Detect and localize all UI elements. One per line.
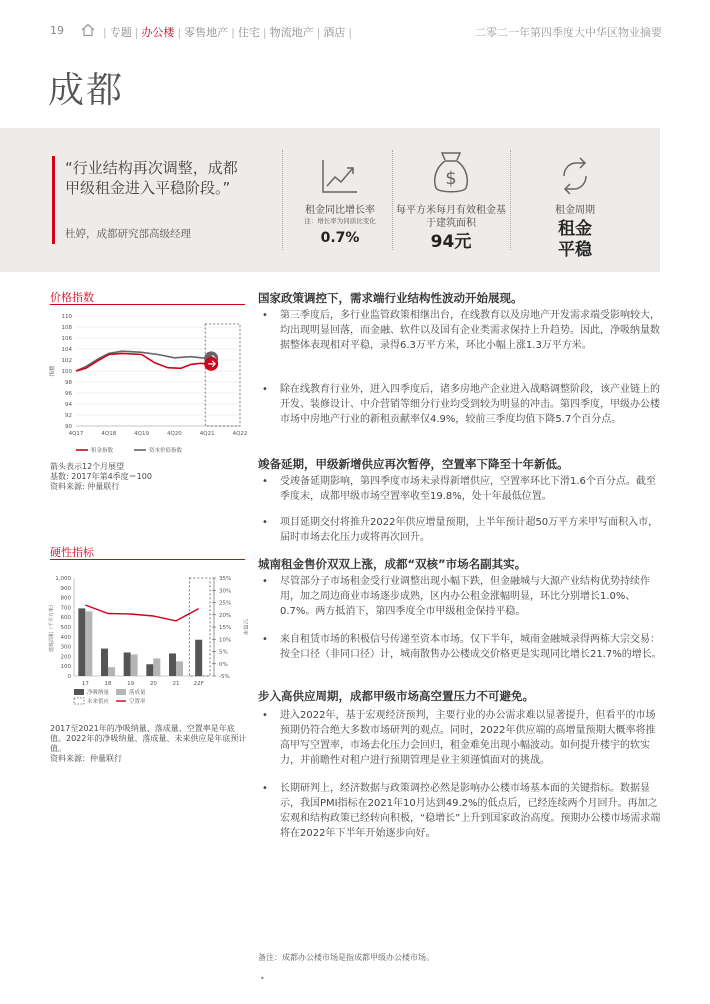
bullet: • xyxy=(262,576,268,587)
stat-value: 租金平稳 xyxy=(558,219,592,260)
stat-rent-cycle xyxy=(520,148,630,261)
divider xyxy=(50,559,245,560)
y-tick-label: 20% xyxy=(219,612,232,619)
y-tick-label: 100 xyxy=(61,369,72,375)
stat-note: 注：增长率为同质比变化 xyxy=(304,217,376,225)
paragraph: 除在线教育行业外，进入四季度后，诸多房地产企业进入战略调整阶段，该产业链上的开发、装修设计、中介营销等细分行业均受到较为明显的冲击。第四季度，甲级办公楼市场中房地产行业的新租贡献率仅4.9%，较前三季度均值下降5.7个百分点。 xyxy=(280,384,660,425)
bar xyxy=(146,664,153,676)
section-nav: | 专题 | 办公楼 | 零售地产 | 住宅 | 物流地产 | 酒店 | xyxy=(103,26,353,39)
y-tick-label: 800 xyxy=(60,595,71,602)
divider xyxy=(50,304,245,305)
bar xyxy=(195,640,202,676)
bullet: • xyxy=(262,783,268,794)
quote-accent-bar xyxy=(52,156,55,244)
y-tick-label: 25% xyxy=(219,600,232,607)
caption-line: 基数: 2017年第4季度＝100 xyxy=(50,472,152,481)
divider xyxy=(510,150,511,250)
legend-label: 资本价值指数 xyxy=(149,448,183,454)
report-title: 二零二一年第四季度大中华区物业摘要 xyxy=(475,26,662,39)
bullet: • xyxy=(262,710,268,721)
stat-value: 94元 xyxy=(430,232,472,252)
y-axis-label-right: 空置率 xyxy=(242,618,248,636)
home-icon[interactable] xyxy=(80,22,96,38)
legend-swatch xyxy=(74,689,84,695)
stat-label: 租金同比增长率 xyxy=(305,205,375,216)
end-mark: • xyxy=(260,974,265,983)
bar xyxy=(78,608,85,676)
y-tick-label: 110 xyxy=(61,314,72,320)
section-heading: 竣备延期，甲级新增供应再次暂停，空置率下降至十年新低。 xyxy=(258,457,569,471)
cycle-arrows-icon xyxy=(556,156,594,196)
page-title: 成都 xyxy=(48,70,125,111)
bar xyxy=(101,649,108,676)
y-tick-label: 94 xyxy=(65,402,72,408)
paragraph: 进入2022年，基于宏观经济预判，主要行业的办公需求难以显著提升，但看平的市场预期仍符合绝大多数市场研判的观点。同时，2022年供应端的高增量预期大概率将推高甲写空置率，市场去化压力会回归，租金难免出现小幅波动。如何提升楼宇的软实力，并前瞻性对租户进行预期管理是业主须谨慎面对的挑战。 xyxy=(280,710,656,766)
section-heading: 步入高供应周期，成都甲级市场高空置压力不可避免。 xyxy=(258,689,534,703)
bar xyxy=(176,661,183,676)
bar xyxy=(169,653,176,676)
fundamentals-chart xyxy=(48,570,248,720)
bullet: • xyxy=(262,476,268,487)
page-header xyxy=(0,22,710,42)
y-tick-label: 96 xyxy=(65,391,72,397)
pull-quote: “行业结构再次调整，成都甲级租金进入平稳阶段。” xyxy=(65,159,238,197)
bar xyxy=(108,667,115,676)
vacancy-line xyxy=(85,605,198,621)
x-tick-label: 4Q22 xyxy=(232,431,248,437)
x-tick-label: 21 xyxy=(172,681,180,687)
bar xyxy=(131,654,138,676)
y-tick-label: 300 xyxy=(60,644,71,651)
x-tick-label: 20 xyxy=(149,681,157,687)
x-tick-label: 22F xyxy=(193,681,204,687)
x-tick-label: 19 xyxy=(127,681,135,687)
caption-line: 箭头表示12个月展望 xyxy=(50,462,125,471)
y-tick-label: 90 xyxy=(65,424,72,430)
stat-rent-growth xyxy=(285,148,395,246)
caption-line: 2017至2021年的净吸纳量、落成量、空置率是年底值。2022年的净吸纳量、落成量、未来供应是年底预计值。 xyxy=(50,724,247,753)
legend-label: 未来供应 xyxy=(87,699,110,705)
series-line xyxy=(76,353,207,371)
legend-swatch xyxy=(74,698,84,704)
legend-label: 落成量 xyxy=(129,690,146,696)
x-tick-label: 17 xyxy=(81,681,89,687)
y-tick-label: 10% xyxy=(219,637,232,644)
y-tick-label: 0% xyxy=(219,661,228,668)
nav-item-retail[interactable]: 零售地产 xyxy=(184,26,229,39)
y-axis-label: 指数 xyxy=(50,365,56,377)
y-tick-label: 102 xyxy=(61,358,72,364)
y-tick-label: 5% xyxy=(219,649,228,656)
y-tick-label: 15% xyxy=(219,625,232,631)
paragraph: 长期研判上，经济数据与政策调控必然是影响办公楼市场基本面的关键指标。数据显示，我国PMI指标在2021年10月达到49.2%的低点后，已经连续两个月回升。再加之宏观和结构政策已经转向积极，“稳增长”上升到国家政治高度。预期办公楼市场需求端将在2022年下半年开始逐步向好。 xyxy=(280,783,661,839)
y-tick-label: -5% xyxy=(219,674,230,680)
x-tick-label: 4Q18 xyxy=(101,431,117,437)
x-tick-label: 4Q19 xyxy=(134,431,150,437)
y-tick-label: 106 xyxy=(61,336,72,342)
chart-title-price-index: 价格指数 xyxy=(50,291,94,304)
footnote: 备注：成都办公楼市场是指成都甲级办公楼市场。 xyxy=(258,953,434,962)
y-tick-label: 92 xyxy=(65,413,72,419)
nav-item-office[interactable]: 办公楼 xyxy=(141,26,175,39)
stat-label: 每平方米每月有效租金基于建筑面积 xyxy=(396,205,506,229)
bar xyxy=(124,652,131,676)
stat-effective-rent xyxy=(396,148,506,253)
bullet: • xyxy=(262,517,268,528)
y-axis-label: 建筑面积（千平方米） xyxy=(49,601,55,653)
y-tick-label: 900 xyxy=(60,585,71,592)
caption-line: 资料来源: 仲量联行 xyxy=(50,482,120,491)
y-tick-label: 600 xyxy=(60,615,71,622)
paragraph: 第三季度后，多行业监管政策相继出台，在线教育以及房地产开发需求端受影响较大，均出现明显回落，而金融、软件以及国有企业类需求保持上升趋势。因此，净吸纳量数据整体表现相对平稳，录得6.3万平方米，环比小幅上涨1.3万平方米。 xyxy=(280,310,660,351)
svg-text:$: $ xyxy=(445,168,457,189)
chart-title-fundamentals: 硬性指标 xyxy=(50,546,94,559)
paragraph: 来自租赁市场的积极信号传递至资本市场。仅下半年，城南金融城录得两栋大宗交易：按全口径（非同口径）计，城南散售办公楼成交价格更是实现同比增长21.7%的增长。 xyxy=(280,634,662,660)
y-tick-label: 500 xyxy=(60,625,71,631)
y-tick-label: 104 xyxy=(61,347,72,353)
quote-author: 杜婷，成都研究部高级经理 xyxy=(65,228,191,240)
y-tick-label: 30% xyxy=(219,588,232,595)
y-tick-label: 1,000 xyxy=(55,576,71,582)
nav-item-residential[interactable]: 住宅 xyxy=(237,26,260,39)
y-tick-label: 700 xyxy=(60,605,71,612)
x-tick-label: 18 xyxy=(104,681,112,687)
fundamentals-caption xyxy=(50,724,250,764)
legend-label: 租金指数 xyxy=(91,448,114,454)
paragraph: 项目延期交付将推升2022年供应增量预期，上半年预计超50万平方米甲写面积入市，届时市场去化压力或将再次回升。 xyxy=(280,517,659,543)
bar xyxy=(85,611,92,676)
price-index-caption xyxy=(50,462,250,492)
y-tick-label: 400 xyxy=(60,634,71,641)
y-tick-label: 0 xyxy=(67,674,71,680)
page-number: 19 xyxy=(50,24,64,37)
x-tick-label: 4Q17 xyxy=(68,431,84,437)
money-bag-icon xyxy=(432,150,470,196)
paragraph: 尽管部分子市场租金受行业调整出现小幅下跌，但金融城与大源产业结构优势持续作用，加之周边商业市场逐步成熟，区内办公租金涨幅明显，环比分别增长1.0%、0.7%。两方抵消下，第四季度全市甲级租金保持平稳。 xyxy=(280,576,650,617)
caption-line: 资料来源：仲量联行 xyxy=(50,754,122,763)
legend-label: 净吸纳量 xyxy=(87,690,110,696)
y-tick-label: 200 xyxy=(60,654,71,661)
line-chart-icon xyxy=(320,156,360,196)
stat-label: 租金周期 xyxy=(555,205,595,216)
price-index-chart xyxy=(48,310,248,460)
nav-item-logistics[interactable]: 物流地产 xyxy=(269,26,314,39)
legend-label: 空置率 xyxy=(129,699,146,705)
forecast-box xyxy=(205,324,240,426)
bullet: • xyxy=(262,384,268,395)
paragraph: 受竣备延期影响，第四季度市场未录得新增供应，空置率环比下滑1.6个百分点。截至季度末，成都甲级市场空置率收至19.8%，处十年最低位置。 xyxy=(280,476,656,502)
section-heading: 城南租金售价双双上涨，成都“双核”市场名副其实。 xyxy=(258,557,527,571)
bullet: • xyxy=(262,634,268,645)
y-tick-label: 98 xyxy=(65,380,72,386)
divider xyxy=(282,150,283,250)
nav-item-hotel[interactable]: 酒店 xyxy=(323,26,346,39)
section-heading: 国家政策调控下，需求端行业结构性波动开始展现。 xyxy=(258,291,523,305)
stat-value: 0.7% xyxy=(320,230,360,246)
bullet: • xyxy=(262,310,268,321)
y-tick-label: 35% xyxy=(219,576,232,582)
y-tick-label: 108 xyxy=(61,325,72,331)
bar xyxy=(153,658,160,676)
legend-swatch xyxy=(116,689,126,695)
x-tick-label: 4Q21 xyxy=(199,431,215,437)
nav-item-topic[interactable]: 专题 xyxy=(109,26,132,39)
x-tick-label: 4Q20 xyxy=(166,431,182,437)
y-tick-label: 100 xyxy=(60,664,71,671)
